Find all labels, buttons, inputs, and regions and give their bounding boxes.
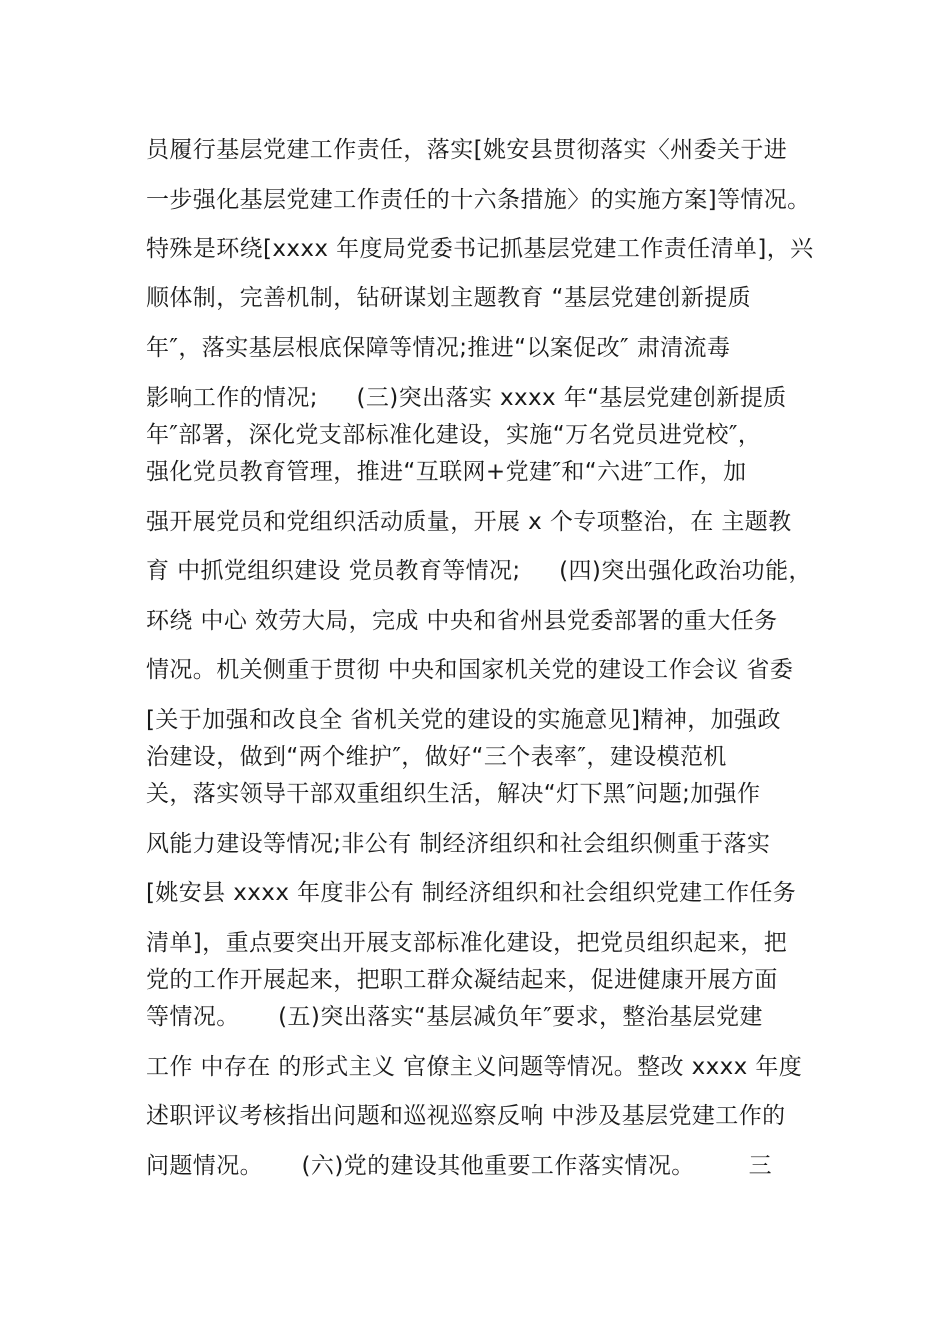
- text-line-11: 环绕 中心 效劳大局，完成 中央和省州县党委部署的重大任务: [146, 608, 778, 634]
- text-line-18: 清单]，重点要突出开展支部标准化建设，把党员组织起来，把: [146, 930, 788, 956]
- text-line-14: 治建设，做到“两个维护″，做好“三个表率″，建设模范机: [146, 744, 727, 770]
- text-line-1: 员履行基层党建工作责任，落实[姚安县贯彻落实〈州委关于进: [146, 137, 788, 163]
- text-line-6: 影响工作的情况; (三)突出落实 xxxx 年“基层党建创新提质: [146, 385, 787, 411]
- text-line-9: 强开展党员和党组织活动质量，开展 x 个专项整治，在 主题教: [146, 509, 792, 535]
- text-line-3: 特殊是环绕[xxxx 年度局党委书记抓基层党建工作责任清单]，兴: [146, 236, 814, 262]
- text-line-20: 等情况。 (五)突出落实“基层减负年″要求，整治基层党建: [146, 1004, 763, 1030]
- text-line-4: 顺体制，完善机制，钻研谋划主题教育 “基层党建创新提质: [146, 285, 752, 311]
- text-line-10: 育 中抓党组织建设 党员教育等情况; (四)突出强化政治功能，: [146, 558, 812, 584]
- text-line-17: [姚安县 xxxx 年度非公有 制经济组织和社会组织党建工作任务: [146, 880, 797, 906]
- text-line-8: 强化党员教育管理，推进“互联网+党建″和“六进″工作，加: [146, 459, 747, 485]
- text-line-5: 年″，落实基层根底保障等情况;推进“以案促改″ 肃清流毒: [146, 335, 731, 361]
- text-line-19: 党的工作开展起来，把职工群众凝结起来，促进健康开展方面: [146, 967, 778, 993]
- text-line-13: [关于加强和改良全 省机关党的建设的实施意见]精神，加强政: [146, 707, 781, 733]
- text-line-12: 情况。机关侧重于贯彻 中央和国家机关党的建设工作会议 省委: [146, 657, 794, 683]
- text-line-22: 述职评议考核指出问题和巡视巡察反响 中涉及基层党建工作的: [146, 1103, 786, 1129]
- text-line-7: 年″部署，深化党支部标准化建设，实施“万名党员进党校″，: [146, 422, 762, 448]
- text-line-23: 问题情况。 (六)党的建设其他重要工作落实情况。 三: [146, 1153, 773, 1179]
- text-line-15: 关，落实领导干部双重组织生活，解决“灯下黑″问题;加强作: [146, 781, 761, 807]
- text-line-16: 风能力建设等情况;非公有 制经济组织和社会组织侧重于落实: [146, 831, 771, 857]
- text-line-2: 一步强化基层党建工作责任的十六条措施〉的实施方案]等情况。: [146, 187, 811, 213]
- text-line-21: 工作 中存在 的形式主义 官僚主义问题等情况。整改 xxxx 年度: [146, 1054, 803, 1080]
